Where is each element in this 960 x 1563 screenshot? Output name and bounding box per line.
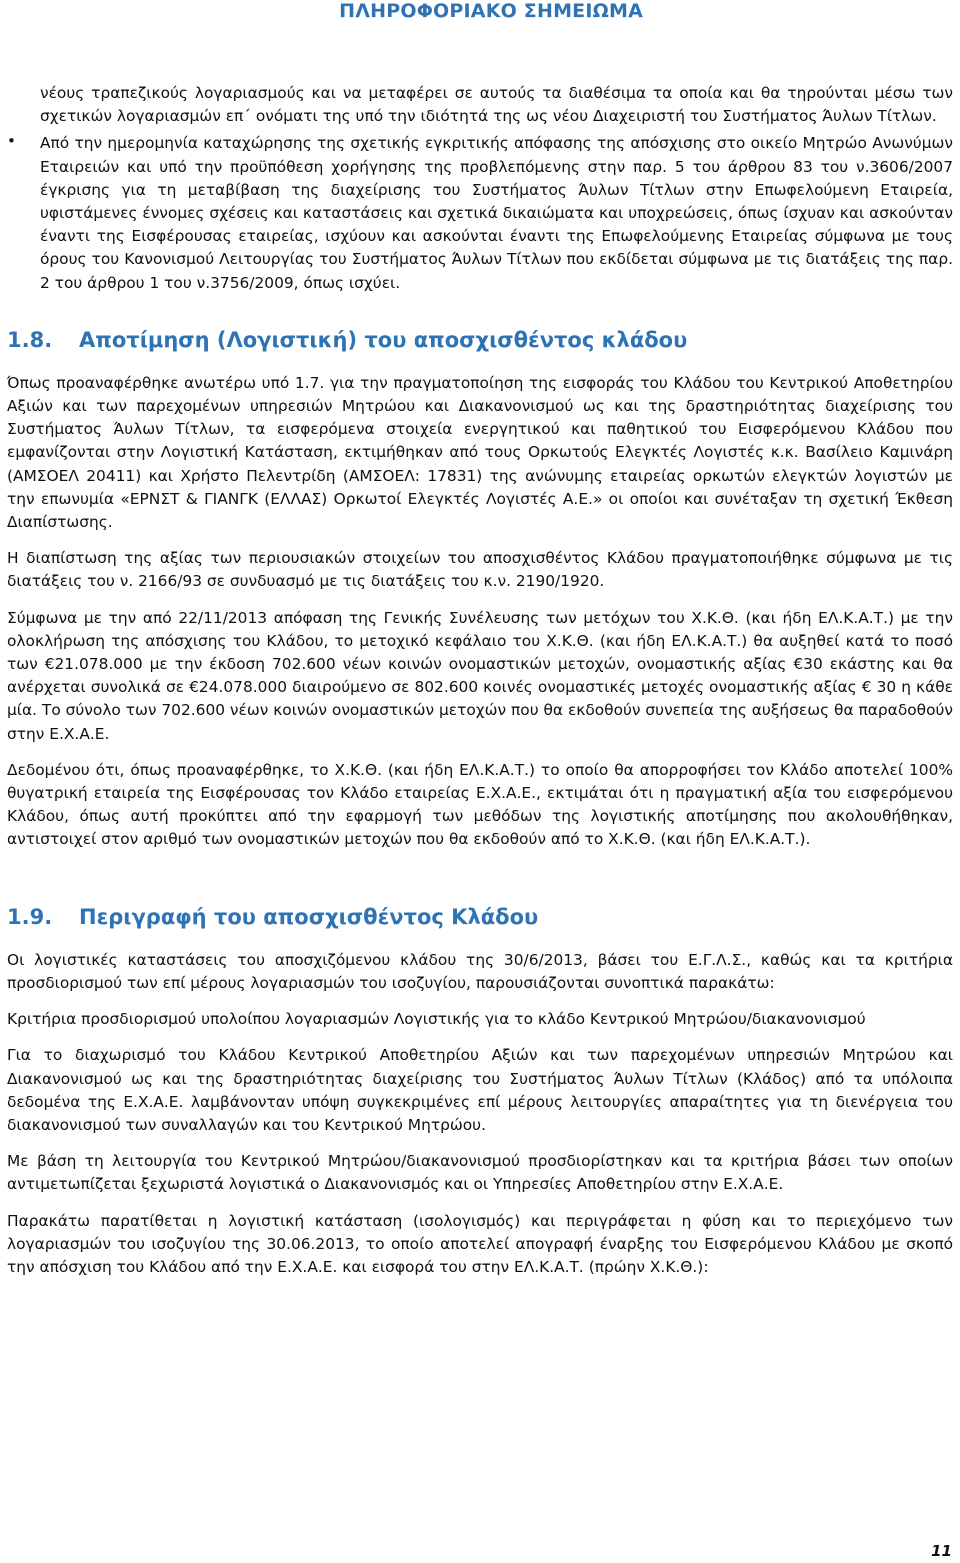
paragraph: Παρακάτω παρατίθεται η λογιστική κατάσταση (ισολογισμός) και περιγράφεται η φύση και το περιεχόμενο των λογαριασμών του ισοζυγίου της 30.06.2013, το οποίο αποτελεί απογραφή έναρξης του Εισφερόμενου Κλάδου με σκοπό την απόσχιση του Κλάδου από την Ε.Χ.Α.Ε. και εισφορά του στην ΕΛ.Κ.Α.Τ. (πρώην Χ.Κ.Θ.): (7, 1211, 953, 1276)
bullet-text: Από την ημερομηνία καταχώρησης της σχετικής εγκριτικής απόφασης της απόσχισης στο οικείο Μητρώο Ανωνύμων Εταιρειών και υπό την προϋπόθεση χορήγησης της προβλεπόμενης στην παρ. 5 του άρθρου 83 του ν.3606/2007 έγκρισης για τη μεταβίβαση της διαχείρισης του Συστήματος Άυλων Τίτλων στην Επωφελούμενη Εταιρεία, υφιστάμενες έννομες σχέσεις και καταστάσεις και σχετικά δικαιώματα και υποχρεώσεις, όπως ίσχυαν και ασκούνταν έναντι της Εισφέρουσας εταιρείας, ισχύουν και ασκούνται έναντι της Επωφελούμενης Εταιρείας σύμφωνα με τους όρους του Κανονισμού Λειτουργίας του Συστήματος Άυλων Τίτλων που εκδίδεται σύμφωνα με τις διατάξεις της παρ. 2 του άρθρου 1 του ν.3756/2009, όπως ισχύει. (40, 134, 953, 292)
paragraph: Όπως προαναφέρθηκε ανωτέρω υπό 1.7. για την πραγματοποίηση της εισφοράς του Κλάδου του Κεντρικού Αποθετηρίου Αξιών και των παρεχομένων υπηρεσιών Μητρώου και Διακανονισμού ως και της δραστηριότητας διαχείρισης του Συστήματος Άυλων Τίτλων, τα εισφερόμενα στοιχεία ενεργητικού και παθητικού του Εισφερόμενου Κλάδου που εμφανίζονται στην Λογιστική Κατάσταση, εκτιμήθηκαν από τους Ορκωτούς Ελεγκτές Λογιστές κ.κ. Βασίλειο Καμινάρη (ΑΜΣΟΕΛ 20411) και Χρήστο Πελεντρίδη (ΑΜΣΟΕΛ: 17831) της ανώνυμης εταιρείας ορκωτών ελεγκτών λογιστών με την επωνυμία «ΕΡΝΣΤ & ΓΙΑΝΓΚ (ΕΛΛΑΣ) Ορκωτοί Ελεγκτές Λογιστές Α.Ε.» οι οποίοι και συνέταξαν τη σχετική Έκθεση Διαπίστωσης. (7, 373, 953, 532)
continuation-paragraph: νέους τραπεζικούς λογαριασμούς και να μεταφέρει σε αυτούς τα διαθέσιμα τα οποία και θα τηρούνται μέσω των σχετικών λογαριασμών επ΄ ονόματι της υπό την ιδιότητά της ως νέου Διαχειριστή του Συστήματος Άυλων Τίτλων. (40, 84, 953, 126)
section-title: Περιγραφή του αποσχισθέντος Κλάδου (79, 904, 539, 929)
section-title: Αποτίμηση (Λογιστική) του αποσχισθέντος κλάδου (79, 327, 688, 352)
bullet-item (7, 132, 953, 294)
paragraph: Δεδομένου ότι, όπως προαναφέρθηκε, το Χ.Κ.Θ. (και ήδη ΕΛ.Κ.Α.Τ.) το οποίο θα απορροφήσει τον Κλάδο αποτελεί 100% θυγατρική εταιρεία της Εισφέρουσας τον Κλάδο εταιρείας Ε.Χ.Α.Ε., εκτιμάται ότι η πραγματική αξία του εισφερόμενου Κλάδου, όπως αυτή προκύπτει από την εφαρμογή των μεθόδων της λογιστικής αποτίμησης που ακολουθήθηκαν, αντιστοιχεί στον αριθμό των ονομαστικών μετοχών που θα εκδοθούν από το Χ.Κ.Θ. (και ήδη ΕΛ.Κ.Α.Τ.). (7, 760, 953, 849)
page-number: 11 (931, 1542, 952, 1560)
paragraph: Για το διαχωρισμό του Κλάδου Κεντρικού Αποθετηρίου Αξιών και των παρεχομένων υπηρεσιών Μητρώου και Διακανονισμού ως και της δραστηριότητας διαχείρισης του Συστήματος Άυλων Τίτλων (Κλάδος) από τα υπόλοιπα δεδομένα της Ε.Χ.Α.Ε. λαμβάνονταν υπόψη συγκεκριμένες επί μέρους λειτουργίες απαραίτητες για τη διενέργεια του διακανονισμού των συναλλαγών και του Κεντρικού Μητρώου. (7, 1046, 953, 1134)
section-number: 1.9. (7, 904, 53, 929)
paragraph: Σύμφωνα με την από 22/11/2013 απόφαση της Γενικής Συνέλευσης των μετόχων του Χ.Κ.Θ. (και ήδη ΕΛ.Κ.Α.Τ.) με την ολοκλήρωση της απόσχισης του Κλάδου, το μετοχικό κεφάλαιο του Χ.Κ.Θ. (και ήδη ΕΛ.Κ.Α.Τ.) θα αυξηθεί κατά το ποσό των €21.078.000 με την έκδοση 702.600 νέων κοινών ονομαστικών μετοχών, ονομαστικής αξίας €30 εκάστης και θα ανέρχεται συνολικά σε €24.078.000 διαιρούμενο σε 802.600 κοινές ονομαστικές μετοχές ονομαστικής αξίας € 30 η κάθε μία. Το σύνολο των 702.600 νέων κοινών ονομαστικών μετοχών που θα εκδοθούν συνεπεία της αυξήσεως θα παραδοθούν στην Ε.Χ.Α.Ε. (7, 608, 953, 743)
document-body (7, 82, 953, 1279)
section-heading-1-8 (7, 328, 953, 352)
bullet-icon: • (7, 132, 16, 151)
section-number: 1.8. (7, 327, 53, 352)
paragraph: Οι λογιστικές καταστάσεις του αποσχιζόμενου κλάδου της 30/6/2013, βάσει του Ε.Γ.Λ.Σ., καθώς και τα κριτήρια προσδιορισμού των επί μέρους λογαριασμών του ισοζυγίου, παρουσιάζονται συνοπτικά παρακάτω: (7, 950, 953, 992)
section-heading-1-9 (7, 905, 953, 929)
paragraph: Κριτήρια προσδιορισμού υπολοίπου λογαριασμών Λογιστικής για το κλάδο Κεντρικού Μητρώου/διακανονισμού (7, 1010, 866, 1029)
page-header-title: ΠΛΗΡΟΦΟΡΙΑΚΟ ΣΗΜΕΙΩΜΑ (339, 0, 643, 22)
paragraph: Με βάση τη λειτουργία του Κεντρικού Μητρώου/διακανονισμού προσδιορίστηκαν και τα κριτήρια βάσει των οποίων αντιμετωπίζεται ξεχωριστά λογιστικά ο Διακανονισμός και οι Υπηρεσίες Αποθετηρίου στην Ε.Χ.Α.Ε. (7, 1152, 953, 1194)
paragraph: Η διαπίστωση της αξίας των περιουσιακών στοιχείων του αποσχισθέντος Κλάδου πραγματοποιήθηκε σύμφωνα με τις διατάξεις του ν. 2166/93 σε συνδυασμό με τις διατάξεις του κ.ν. 2190/1920. (7, 549, 953, 591)
